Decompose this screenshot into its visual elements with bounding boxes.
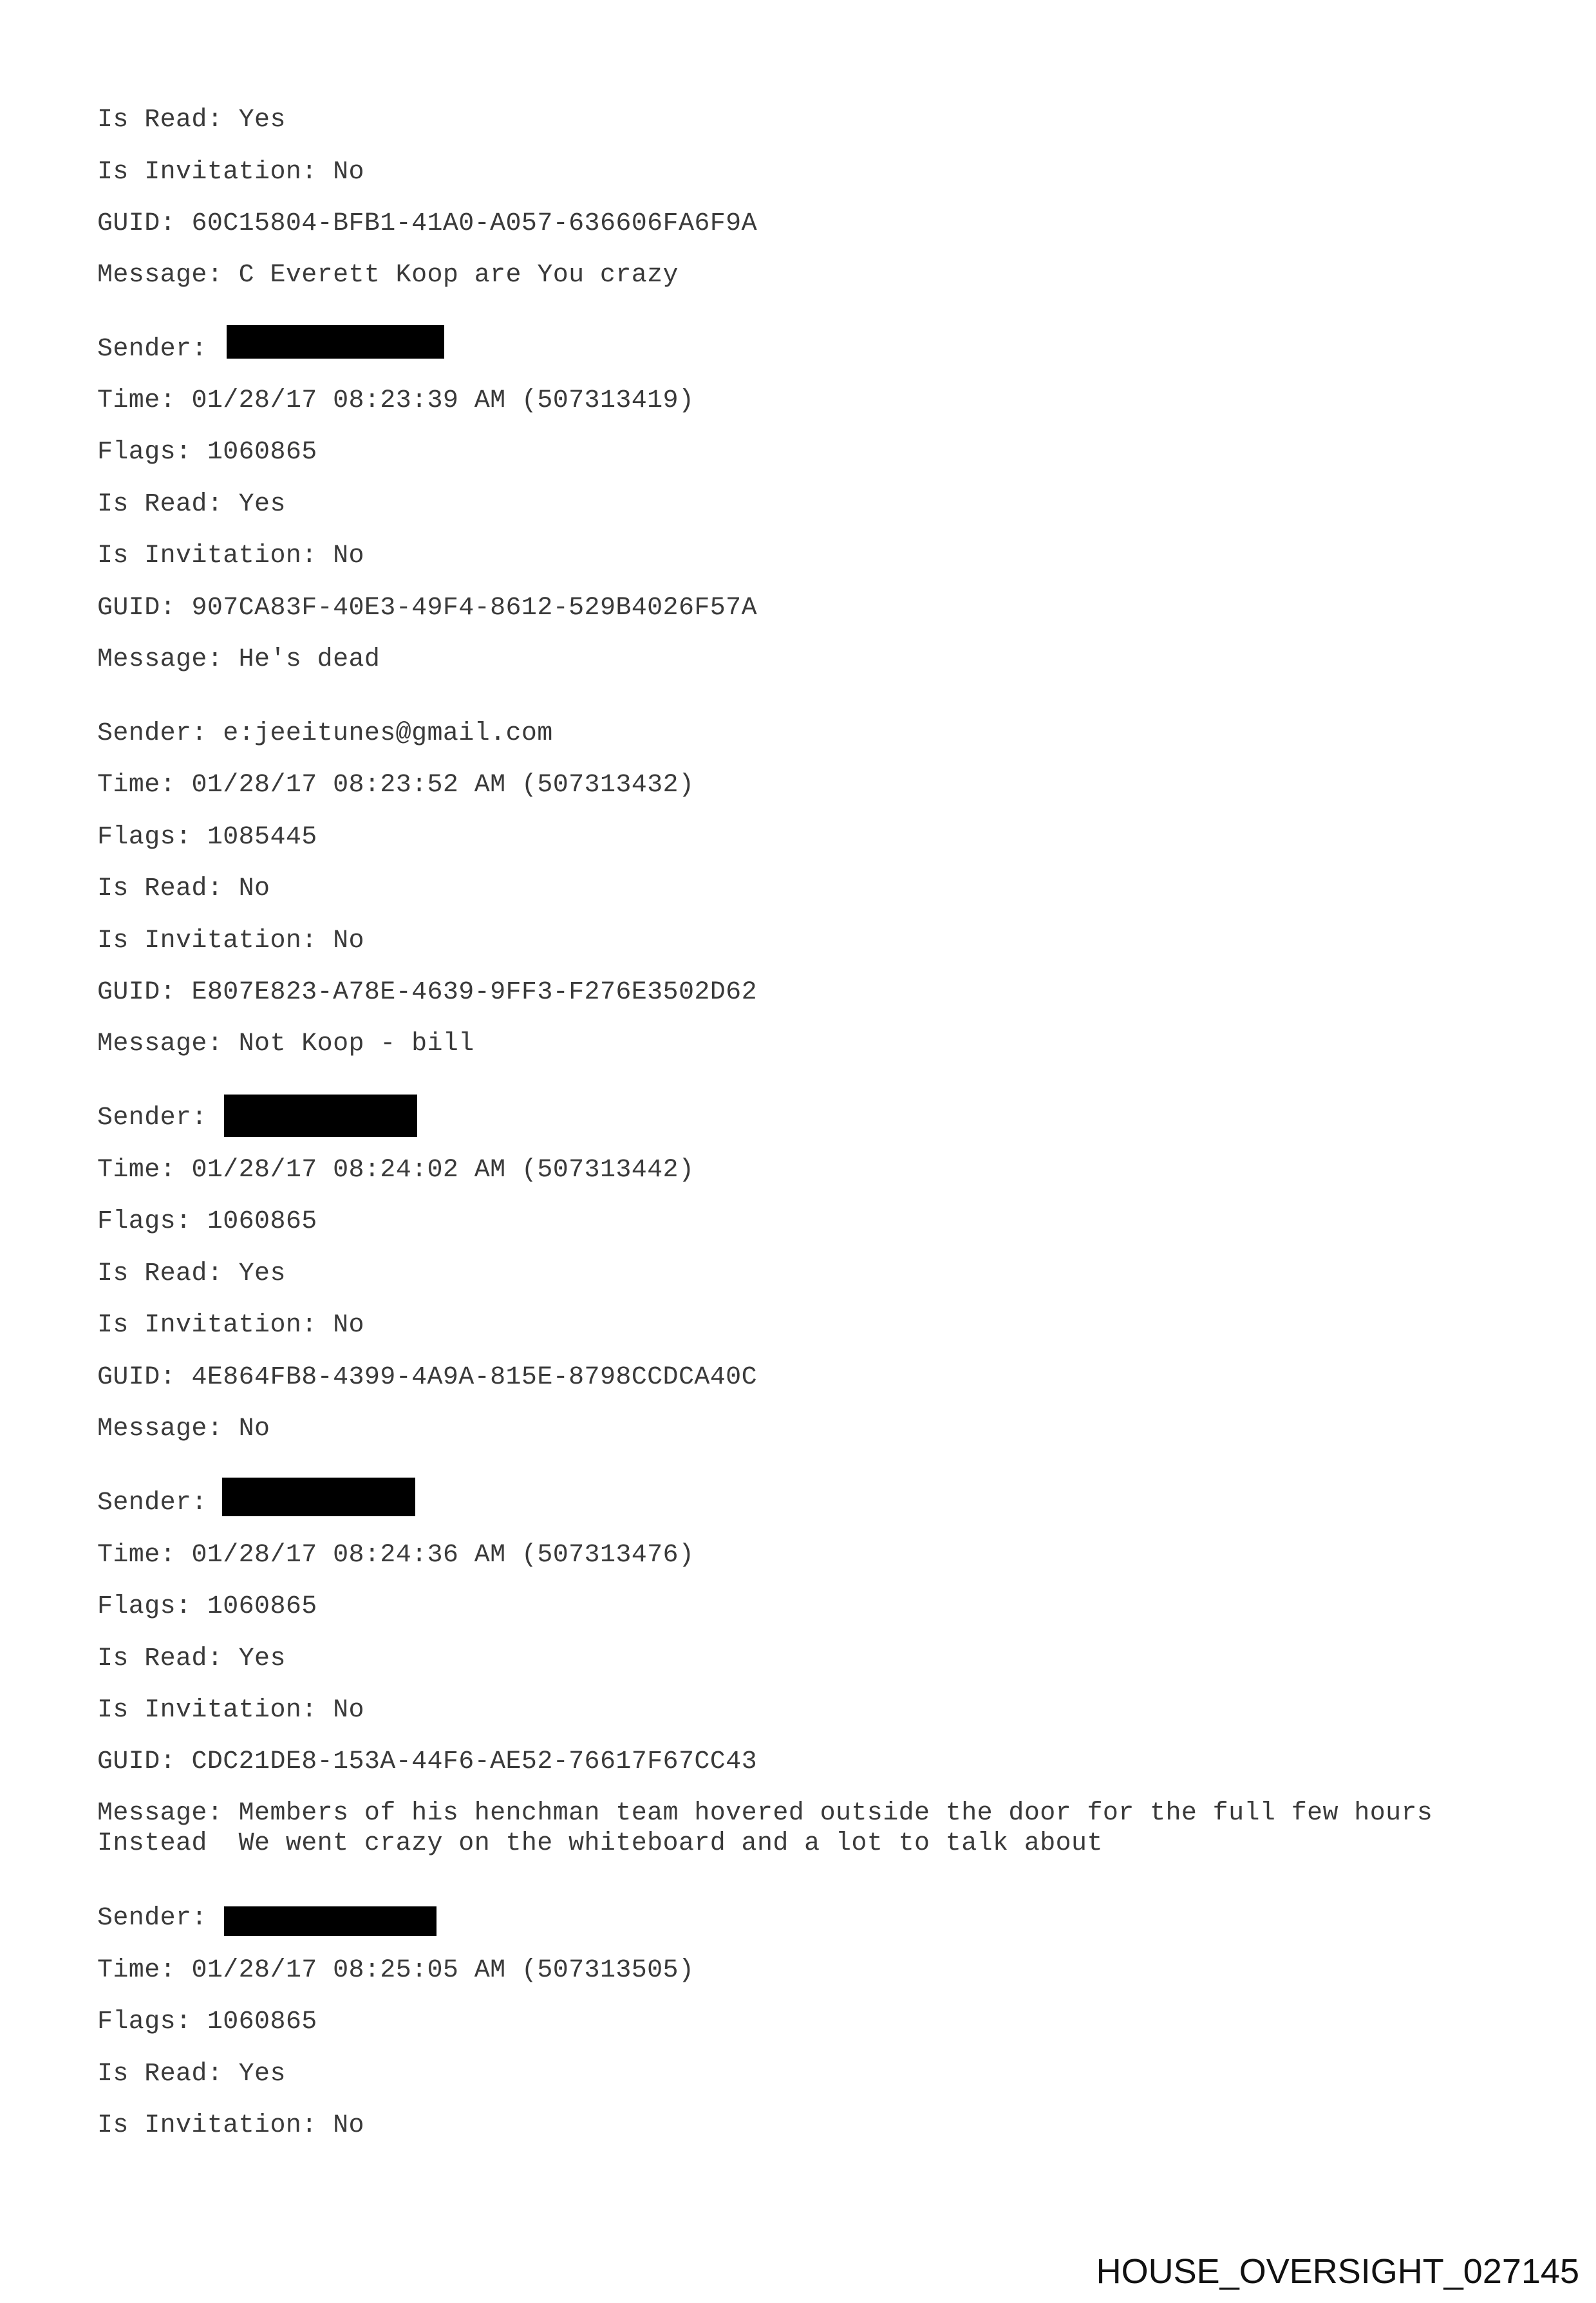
message-line xyxy=(97,645,380,675)
field-value: 1085445 xyxy=(207,823,317,852)
field-label: GUID: xyxy=(97,978,176,1007)
redaction-box xyxy=(224,1095,417,1137)
field-label: Time: xyxy=(97,1541,176,1570)
field-value: No xyxy=(238,1415,270,1443)
field-label: Is Invitation: xyxy=(97,1696,317,1725)
field-label: Sender: xyxy=(97,1104,207,1133)
guid-line xyxy=(97,594,757,623)
field-label: Flags: xyxy=(97,823,192,852)
field-value: No xyxy=(333,926,364,955)
redaction-box xyxy=(222,1478,415,1516)
field-value: Yes xyxy=(238,2060,286,2089)
field-value: 60C15804-BFB1-41A0-A057-636606FA6F9A xyxy=(191,209,757,238)
field-value: Yes xyxy=(238,106,286,135)
field-label: Time: xyxy=(97,771,176,800)
is-invitation-line xyxy=(97,158,364,187)
flags-line xyxy=(97,1592,317,1622)
field-label: Message: xyxy=(97,1799,223,1828)
time-line xyxy=(97,771,694,800)
field-value: No xyxy=(333,2111,364,2140)
is-read-line xyxy=(97,874,270,904)
field-label: Is Invitation: xyxy=(97,541,317,570)
field-label: Message: xyxy=(97,1029,223,1058)
flags-line xyxy=(97,823,317,852)
flags-line xyxy=(97,1207,317,1237)
is-invitation-line xyxy=(97,926,364,956)
is-invitation-line xyxy=(97,1311,364,1340)
field-value: 1060865 xyxy=(207,438,317,467)
bates-number: HOUSE_OVERSIGHT_027145 xyxy=(1096,2252,1579,2291)
field-value: No xyxy=(333,541,364,570)
message-line xyxy=(97,261,679,290)
field-label: GUID: xyxy=(97,1747,176,1776)
sender-line xyxy=(97,719,553,749)
is-read-line xyxy=(97,2060,286,2089)
field-label: Message: xyxy=(97,645,223,674)
field-value: 1060865 xyxy=(207,2007,317,2036)
field-label: Sender: xyxy=(97,335,207,364)
field-label: Sender: xyxy=(97,719,207,748)
field-label: GUID: xyxy=(97,209,176,238)
guid-line xyxy=(97,209,757,239)
field-value: E807E823-A78E-4639-9FF3-F276E3502D62 xyxy=(191,978,757,1007)
is-read-line xyxy=(97,1259,286,1289)
field-value: No xyxy=(238,874,270,903)
field-label: Is Read: xyxy=(97,874,223,903)
redaction-box xyxy=(224,1906,437,1936)
field-label: Is Invitation: xyxy=(97,2111,317,2140)
field-label: Is Read: xyxy=(97,106,223,135)
message-line xyxy=(97,1799,1432,1828)
field-label: Flags: xyxy=(97,1207,192,1236)
guid-line xyxy=(97,1363,757,1393)
is-invitation-line xyxy=(97,541,364,571)
field-label: Is Read: xyxy=(97,1644,223,1673)
field-label: Time: xyxy=(97,1156,176,1185)
sender-line xyxy=(97,1489,207,1518)
field-label: Is Read: xyxy=(97,490,223,519)
field-value: 4E864FB8-4399-4A9A-815E-8798CCDCA40C xyxy=(191,1363,757,1392)
field-value: 1060865 xyxy=(207,1592,317,1621)
field-label: Time: xyxy=(97,386,176,415)
field-value: Yes xyxy=(238,490,286,519)
sender-line xyxy=(97,1104,207,1133)
field-label: Sender: xyxy=(97,1904,207,1933)
is-read-line xyxy=(97,106,286,135)
field-label: Flags: xyxy=(97,2007,192,2036)
sender-address: e:jeeitunes@gmail.com xyxy=(223,719,553,748)
message-line xyxy=(97,1415,270,1444)
message-line xyxy=(97,1029,474,1059)
field-value: 01/28/17 08:23:39 AM (507313419) xyxy=(191,386,695,415)
field-label: Is Read: xyxy=(97,1259,223,1288)
is-invitation-line xyxy=(97,1696,364,1725)
field-value: Yes xyxy=(238,1259,286,1288)
field-value: Instead We went crazy on the whiteboard and a lot to talk about xyxy=(97,1829,1103,1858)
guid-line xyxy=(97,978,757,1008)
field-label: Message: xyxy=(97,261,223,290)
field-label: Is Read: xyxy=(97,2060,223,2089)
time-line xyxy=(97,1541,694,1570)
field-label: Is Invitation: xyxy=(97,158,317,187)
field-label: Flags: xyxy=(97,438,192,467)
time-line xyxy=(97,1956,694,1986)
redaction-box xyxy=(227,325,444,359)
field-value: 01/28/17 08:24:02 AM (507313442) xyxy=(191,1156,695,1185)
field-value: Members of his henchman team hovered outside the door for the full few hours xyxy=(238,1799,1433,1828)
field-value: No xyxy=(333,158,364,187)
field-value: Not Koop - bill xyxy=(238,1029,474,1058)
field-label: GUID: xyxy=(97,1363,176,1392)
is-read-line xyxy=(97,490,286,520)
sender-line xyxy=(97,335,207,364)
sender-line xyxy=(97,1904,207,1933)
guid-line xyxy=(97,1747,757,1777)
message-continuation-line xyxy=(97,1829,1103,1859)
field-value: 01/28/17 08:24:36 AM (507313476) xyxy=(191,1541,695,1570)
field-value: C Everett Koop are You crazy xyxy=(238,261,679,290)
field-label: GUID: xyxy=(97,594,176,623)
is-read-line xyxy=(97,1644,286,1674)
time-line xyxy=(97,386,694,416)
field-label: Message: xyxy=(97,1415,223,1443)
field-value: Yes xyxy=(238,1644,286,1673)
field-value: No xyxy=(333,1311,364,1340)
field-label: Flags: xyxy=(97,1592,192,1621)
field-value: 1060865 xyxy=(207,1207,317,1236)
field-label: Time: xyxy=(97,1956,176,1985)
field-label: Is Invitation: xyxy=(97,1311,317,1340)
field-value: CDC21DE8-153A-44F6-AE52-76617F67CC43 xyxy=(191,1747,757,1776)
field-value: No xyxy=(333,1696,364,1725)
flags-line xyxy=(97,438,317,467)
field-value: 907CA83F-40E3-49F4-8612-529B4026F57A xyxy=(191,594,757,623)
field-label: Sender: xyxy=(97,1489,207,1518)
field-value: He's dead xyxy=(238,645,380,674)
time-line xyxy=(97,1156,694,1185)
field-value: 01/28/17 08:25:05 AM (507313505) xyxy=(191,1956,695,1985)
field-value: 01/28/17 08:23:52 AM (507313432) xyxy=(191,771,695,800)
is-invitation-line xyxy=(97,2111,364,2141)
field-label: Is Invitation: xyxy=(97,926,317,955)
flags-line xyxy=(97,2007,317,2037)
